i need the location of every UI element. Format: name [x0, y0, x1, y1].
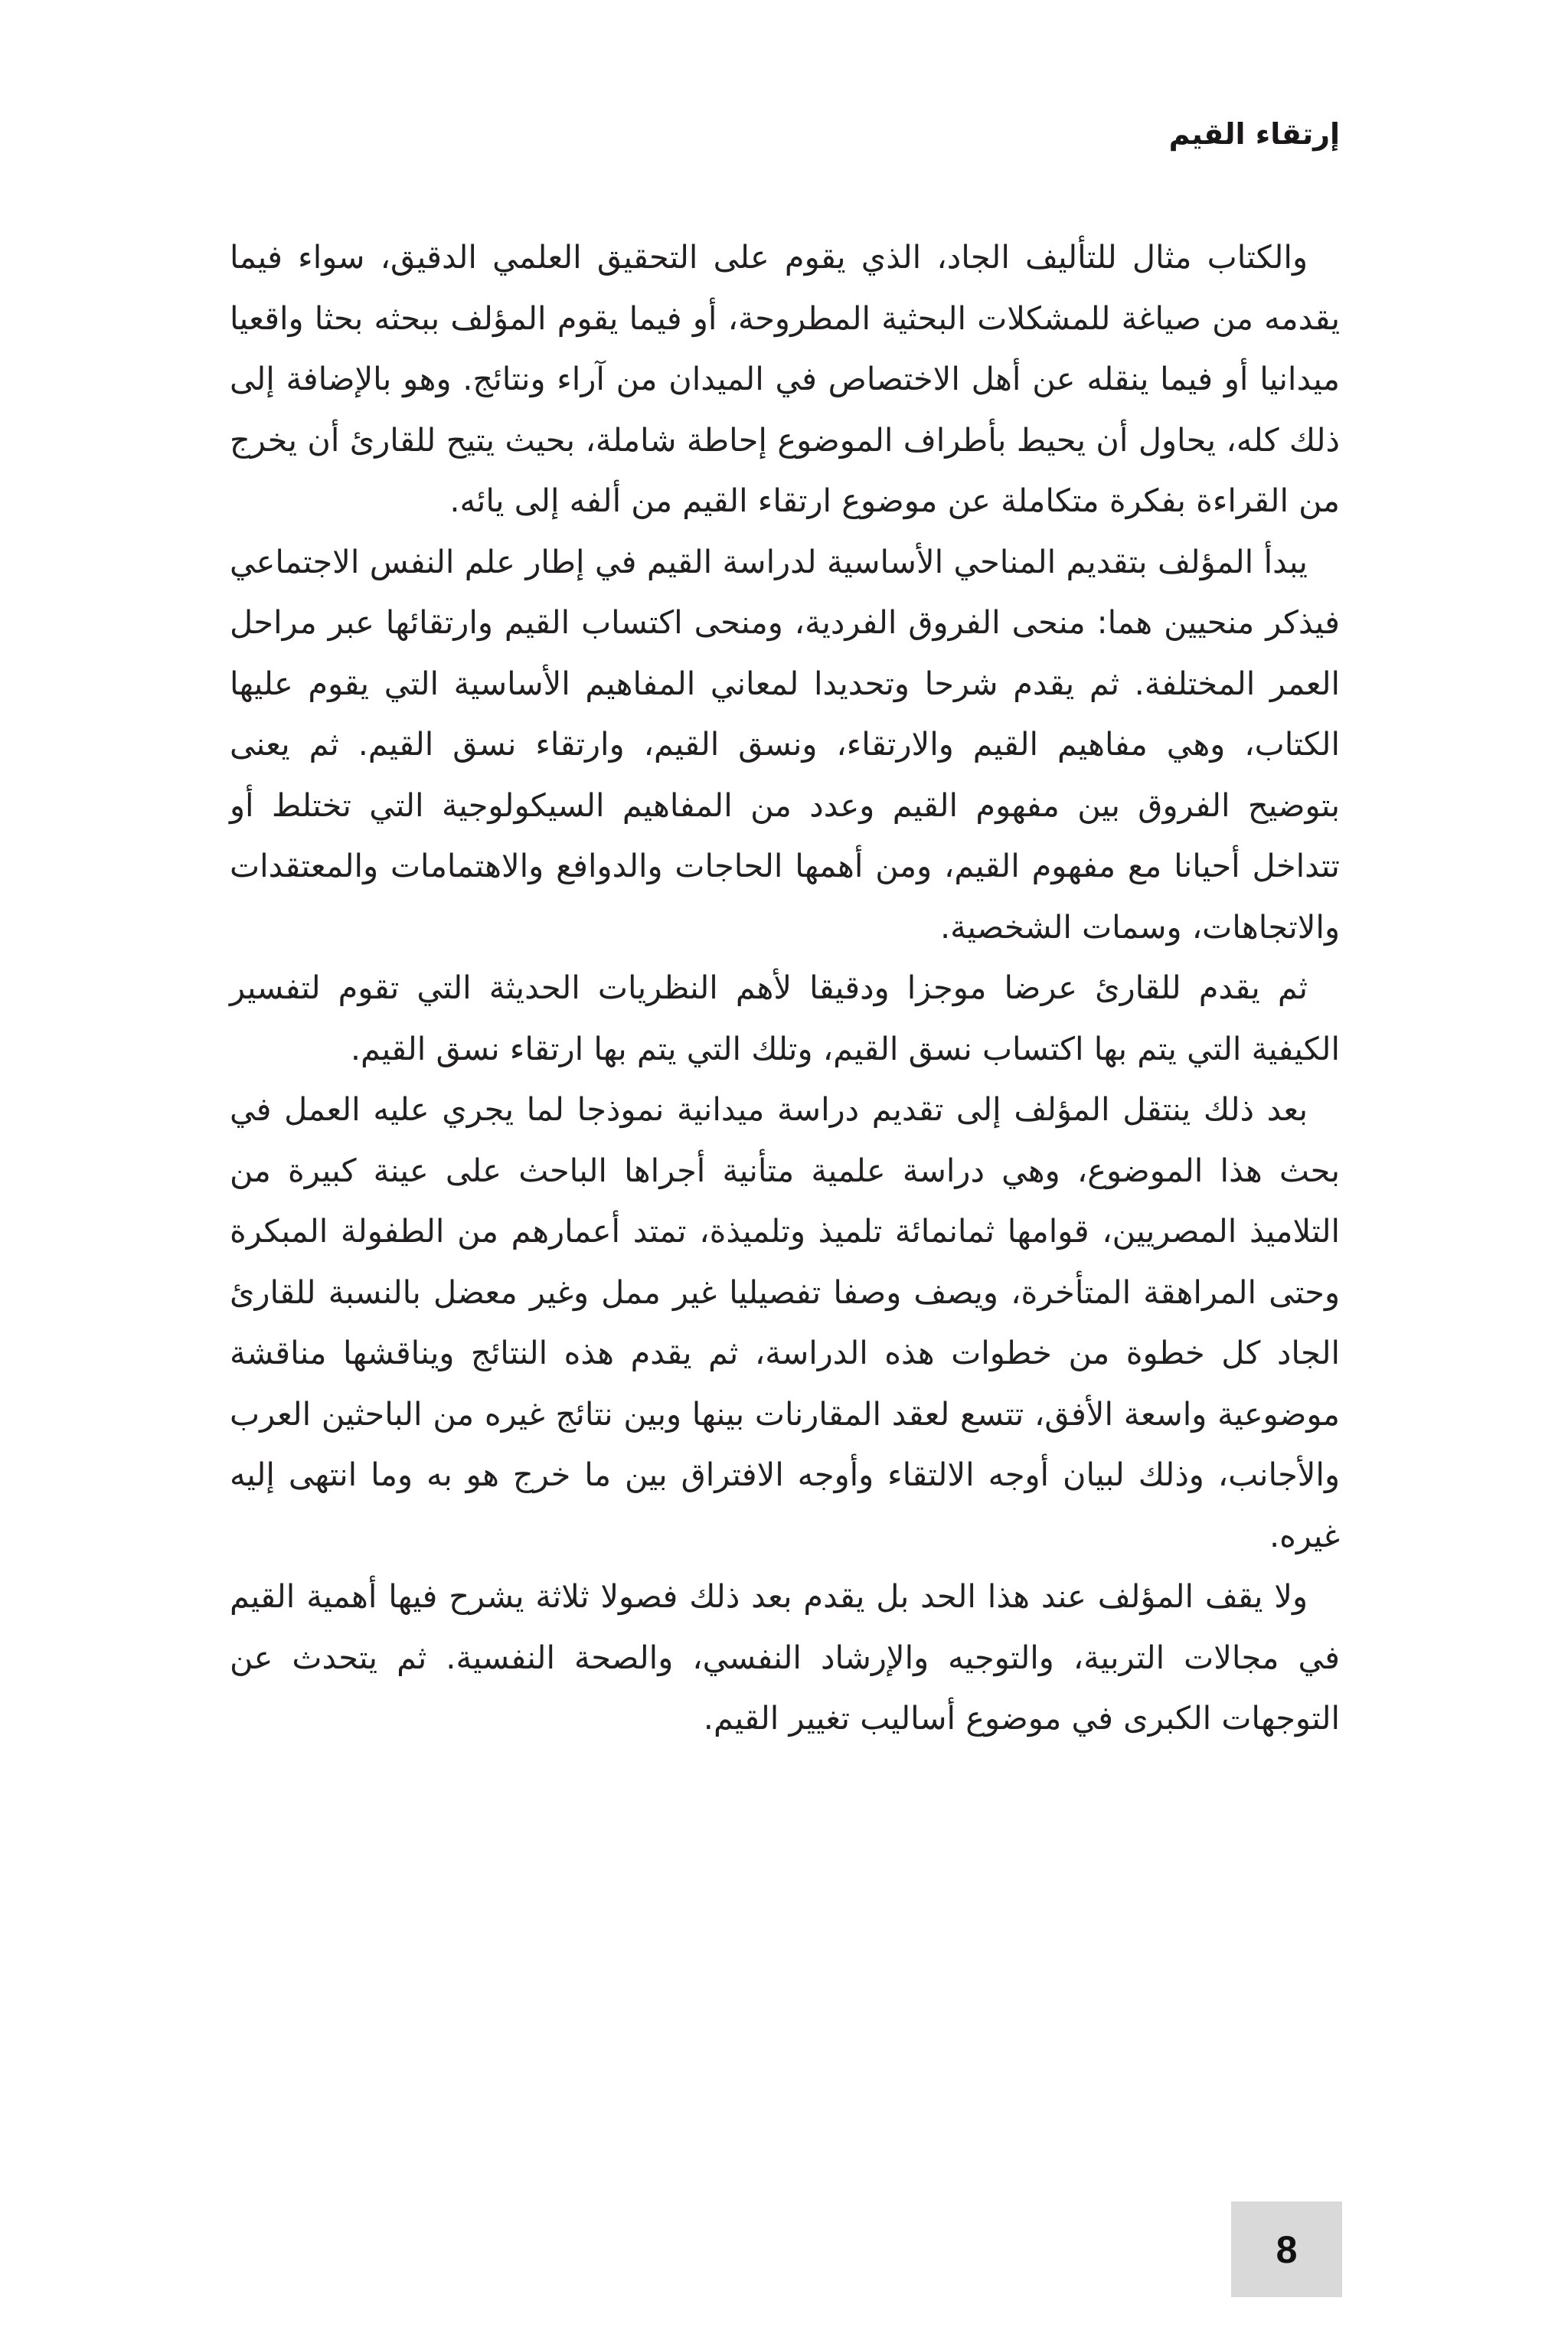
- paragraph: يبدأ المؤلف بتقديم المناحي الأساسية لدراسة القيم في إطار علم النفس الاجتماعي فيذكر منحيين هما: منحى الفروق الفردية، ومنحى اكتساب القيم وارتقائها عبر مراحل العمر المختلفة. ثم يقدم شرحا وتحديدا لمعاني المفاهيم الأساسية التي يقوم عليها الكتاب، وهي مفاهيم القيم والارتقاء، ونسق القيم، وارتقاء نسق القيم. ثم يعنى بتوضيح الفروق بين مفهوم القيم وعدد من المفاهيم السيكولوجية التي تختلط أو تتداخل أحيانا مع مفهوم القيم، ومن أهمها الحاجات والدوافع والاهتمامات والمعتقدات والاتجاهات، وسمات الشخصية.: [230, 542, 1340, 946]
- page-number: 8: [1276, 2227, 1298, 2271]
- page-number-box: [1231, 2201, 1342, 2297]
- paragraph: ثم يقدم للقارئ عرضا موجزا ودقيقا لأهم النظريات الحديثة التي تقوم لتفسير الكيفية التي يتم بها اكتساب نسق القيم، وتلك التي يتم بها ارتقاء نسق القيم.: [230, 969, 1340, 1067]
- running-header-title: إرتقاء القيم: [1168, 117, 1340, 151]
- body-text: [230, 227, 1340, 1749]
- paragraph: بعد ذلك ينتقل المؤلف إلى تقديم دراسة ميدانية نموذجا لما يجري عليه العمل في بحث هذا الموضوع، وهي دراسة علمية متأنية أجراها الباحث على عينة كبيرة من التلاميذ المصريين، قوامها ثمانمائة تلميذ وتلميذة، تمتد أعمارهم من الطفولة المبكرة وحتى المراهقة المتأخرة، ويصف وصفا تفصيليا غير ممل وغير معضل بالنسبة للقارئ الجاد كل خطوة من خطوات هذه الدراسة، ثم يقدم هذه النتائج ويناقشها مناقشة موضوعية واسعة الأفق، تتسع لعقد المقارنات بينها وبين نتائج غيره من الباحثين العرب والأجانب، وذلك لبيان أوجه الالتقاء وأوجه الافتراق بين ما خرج هو به وما انتهى إليه غيره.: [230, 1090, 1340, 1554]
- paragraph: والكتاب مثال للتأليف الجاد، الذي يقوم على التحقيق العلمي الدقيق، سواء فيما يقدمه من صياغة للمشكلات البحثية المطروحة، أو فيما يقوم المؤلف ببحثه بحثا واقعيا ميدانيا أو فيما ينقله عن أهل الاختصاص في الميدان من آراء ونتائج. وهو بالإضافة إلى ذلك كله، يحاول أن يحيط بأطراف الموضوع إحاطة شاملة، بحيث يتيح للقارئ أن يخرج من القراءة بفكرة متكاملة عن موضوع ارتقاء القيم من ألفه إلى يائه.: [230, 238, 1340, 519]
- paragraph: ولا يقف المؤلف عند هذا الحد بل يقدم بعد ذلك فصولا ثلاثة يشرح فيها أهمية القيم في مجالات التربية، والتوجيه والإرشاد النفسي، والصحة النفسية. ثم يتحدث عن التوجهات الكبرى في موضوع أساليب تغيير القيم.: [230, 1577, 1340, 1737]
